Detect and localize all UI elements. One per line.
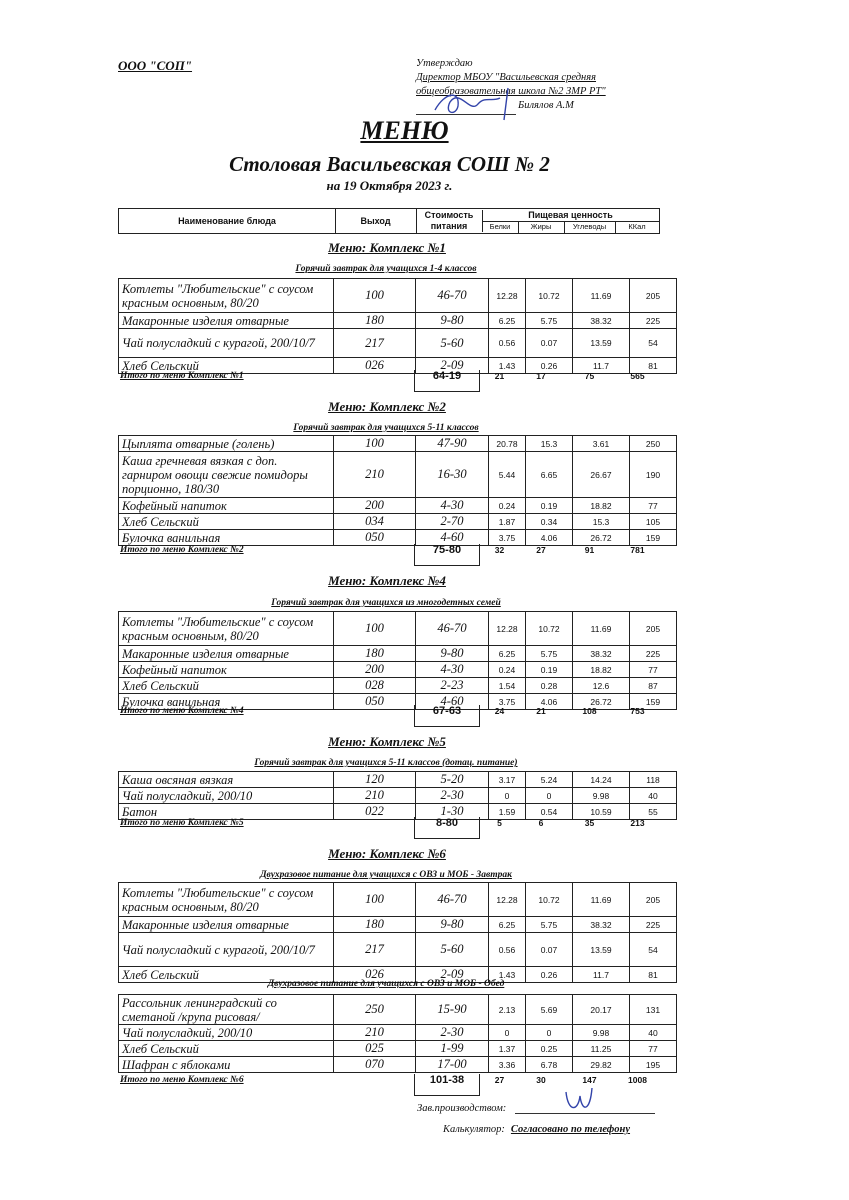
dish-output: 217 <box>334 329 416 358</box>
col-nutrition: Пищевая ценность <box>482 209 659 222</box>
protein-value: 12.28 <box>489 883 526 917</box>
total-protein: 5 <box>497 818 502 828</box>
total-row <box>118 818 660 834</box>
dish-name: Макаронные изделия отварные <box>119 313 334 329</box>
dish-output: 180 <box>334 646 416 662</box>
fat-value: 5.75 <box>526 646 573 662</box>
total-fat: 27 <box>536 545 546 555</box>
dish-name: Кофейный напиток <box>119 498 334 514</box>
menu-date: на 19 Октября 2023 г. <box>326 178 453 193</box>
calculator-label: Калькулятор: <box>443 1124 505 1135</box>
dish-name: Чай полусладкий с курагой, 200/10/7 <box>119 933 334 967</box>
fat-value: 0 <box>526 1025 573 1041</box>
table-row <box>119 530 677 546</box>
section-title <box>0 573 849 589</box>
section-subtitle-text: Горячий завтрак для учащихся 1-4 классов <box>295 264 477 274</box>
dish-price: 1-99 <box>416 1041 489 1057</box>
dish-output: 100 <box>334 883 416 917</box>
carbs-value: 11.25 <box>573 1041 630 1057</box>
carbs-value: 18.82 <box>573 662 630 678</box>
total-carbs: 147 <box>582 1075 597 1085</box>
protein-value: 12.28 <box>489 612 526 646</box>
dish-output: 050 <box>334 530 416 546</box>
fat-value: 5.75 <box>526 313 573 329</box>
dish-name: Батон <box>119 804 334 820</box>
dish-name: Котлеты "Любительские" с соусом красным основным, 80/20 <box>119 883 334 917</box>
dish-output: 200 <box>334 498 416 514</box>
menu-table <box>118 611 677 710</box>
total-carbs: 35 <box>584 818 595 828</box>
total-kcal: 565 <box>630 371 645 381</box>
total-fat: 30 <box>536 1075 546 1085</box>
table-row <box>119 329 677 358</box>
dish-name: Чай полусладкий, 200/10 <box>119 1025 334 1041</box>
calculator-line <box>443 1124 630 1135</box>
kcal-value: 159 <box>630 694 677 710</box>
section-title <box>0 399 849 415</box>
protein-value: 0.24 <box>489 662 526 678</box>
carbs-value: 11.7 <box>573 358 630 374</box>
col-name: Наименование блюда <box>119 209 336 233</box>
carbs-value: 13.59 <box>573 329 630 358</box>
dish-price: 5-60 <box>416 329 489 358</box>
table-row <box>119 452 677 498</box>
total-price: 101-38 <box>414 1074 480 1096</box>
protein-value: 6.25 <box>489 313 526 329</box>
dish-price: 2-23 <box>416 678 489 694</box>
section-subtitle <box>0 423 849 433</box>
section-subtitle-text: Горячий завтрак для учащихся 5-11 классов (дотац. питание) <box>254 758 518 768</box>
fat-value: 0.25 <box>526 1041 573 1057</box>
approval-line: Утверждаю <box>416 58 473 69</box>
carbs-value: 14.24 <box>573 772 630 788</box>
dish-name: Булочка ванильная <box>119 694 334 710</box>
table-row <box>119 279 677 313</box>
total-row <box>118 706 660 722</box>
total-price: 64-19 <box>414 370 480 392</box>
dish-price: 2-09 <box>416 967 489 983</box>
protein-value: 0.24 <box>489 498 526 514</box>
fat-value: 15.3 <box>526 436 573 452</box>
col-price: Стоимость питания <box>416 210 483 232</box>
dish-price: 2-30 <box>416 788 489 804</box>
dish-output: 217 <box>334 933 416 967</box>
fat-value: 5.69 <box>526 995 573 1025</box>
protein-value: 12.28 <box>489 279 526 313</box>
table-row <box>119 313 677 329</box>
dish-price: 9-80 <box>416 313 489 329</box>
total-fat: 21 <box>536 706 546 716</box>
section-title-text: Меню: Комплекс №5 <box>328 734 446 749</box>
section-title-text: Меню: Комплекс №4 <box>328 573 446 588</box>
dish-price: 15-90 <box>416 995 489 1025</box>
fat-value: 10.72 <box>526 883 573 917</box>
carbs-value: 3.61 <box>573 436 630 452</box>
protein-value: 3.17 <box>489 772 526 788</box>
total-protein: 32 <box>494 545 505 555</box>
section-title <box>0 846 849 862</box>
production-label: Зав.производством: <box>417 1103 507 1114</box>
protein-value: 20.78 <box>489 436 526 452</box>
kcal-value: 54 <box>630 329 677 358</box>
section-title-text: Меню: Комплекс №2 <box>328 399 446 414</box>
dish-price: 4-60 <box>416 530 489 546</box>
dish-output: 180 <box>334 917 416 933</box>
kcal-value: 195 <box>630 1057 677 1073</box>
page-title: МЕНЮ <box>360 116 449 145</box>
dish-name: Котлеты "Любительские" с соусом красным основным, 80/20 <box>119 612 334 646</box>
signer-name: Билялов А.М <box>518 100 574 111</box>
total-carbs: 108 <box>582 706 597 716</box>
dish-output: 070 <box>334 1057 416 1073</box>
table-row <box>119 772 677 788</box>
section-title-text: Меню: Комплекс №6 <box>328 846 446 861</box>
table-row <box>119 788 677 804</box>
total-row <box>118 545 660 561</box>
table-row <box>119 662 677 678</box>
carbs-value: 26.72 <box>573 530 630 546</box>
dish-output: 210 <box>334 452 416 498</box>
dish-output: 028 <box>334 678 416 694</box>
fat-value: 0.28 <box>526 678 573 694</box>
table-row <box>119 514 677 530</box>
table-row <box>119 678 677 694</box>
dish-output: 210 <box>334 788 416 804</box>
kcal-value: 118 <box>630 772 677 788</box>
carbs-value: 9.98 <box>573 1025 630 1041</box>
carbs-value: 38.32 <box>573 313 630 329</box>
menu-table <box>118 882 677 983</box>
total-kcal: 213 <box>630 818 645 828</box>
dish-price: 1-30 <box>416 804 489 820</box>
dish-name: Хлеб Сельский <box>119 514 334 530</box>
dish-price: 16-30 <box>416 452 489 498</box>
canteen-name: Столовая Васильевская СОШ № 2 <box>229 152 550 176</box>
dish-price: 4-60 <box>416 694 489 710</box>
col-protein: Белки <box>482 221 519 233</box>
table-row <box>119 498 677 514</box>
carbs-value: 11.69 <box>573 883 630 917</box>
protein-value: 6.25 <box>489 917 526 933</box>
menu-table <box>118 278 677 374</box>
protein-value: 1.87 <box>489 514 526 530</box>
carbs-value: 11.7 <box>573 967 630 983</box>
dish-price: 9-80 <box>416 646 489 662</box>
protein-value: 0 <box>489 788 526 804</box>
dish-price: 2-70 <box>416 514 489 530</box>
table-row <box>119 1057 677 1073</box>
section-subtitle-text: Двухразовое питание для учащихся с ОВЗ и МОБ - Завтрак <box>260 870 512 880</box>
dish-price: 17-00 <box>416 1057 489 1073</box>
total-label: Итого по меню Комплекс №4 <box>120 706 244 716</box>
dish-name: Котлеты "Любительские" с соусом красным основным, 80/20 <box>119 279 334 313</box>
dish-name: Хлеб Сельский <box>119 1041 334 1057</box>
section-subtitle <box>0 870 849 880</box>
total-label: Итого по меню Комплекс №5 <box>120 818 244 828</box>
fat-value: 5.75 <box>526 917 573 933</box>
kcal-value: 190 <box>630 452 677 498</box>
carbs-value: 11.69 <box>573 612 630 646</box>
table-row <box>119 1041 677 1057</box>
kcal-value: 205 <box>630 612 677 646</box>
production-signature <box>560 1082 600 1118</box>
total-fat: 6 <box>538 818 544 828</box>
dish-price: 46-70 <box>416 883 489 917</box>
total-price: 75-80 <box>414 544 480 566</box>
protein-value: 3.36 <box>489 1057 526 1073</box>
section-subtitle <box>0 758 849 768</box>
dish-output: 022 <box>334 804 416 820</box>
kcal-value: 81 <box>630 358 677 374</box>
col-kcal: ККал <box>628 222 646 231</box>
dish-name: Хлеб Сельский <box>119 678 334 694</box>
total-label: Итого по меню Комплекс №6 <box>120 1075 244 1085</box>
dish-price: 4-30 <box>416 662 489 678</box>
protein-value: 3.75 <box>489 530 526 546</box>
dish-price: 9-80 <box>416 917 489 933</box>
carbs-value: 9.98 <box>573 788 630 804</box>
kcal-value: 81 <box>630 967 677 983</box>
carbs-value: 26.72 <box>573 694 630 710</box>
fat-value: 0.26 <box>526 358 573 374</box>
kcal-value: 77 <box>630 662 677 678</box>
section-subtitle <box>0 979 849 989</box>
kcal-value: 105 <box>630 514 677 530</box>
total-fat: 17 <box>536 371 546 381</box>
dish-name: Чай полусладкий с курагой, 200/10/7 <box>119 329 334 358</box>
dish-name: Кофейный напиток <box>119 662 334 678</box>
carbs-value: 11.69 <box>573 279 630 313</box>
dish-price: 46-70 <box>416 612 489 646</box>
dish-price: 5-60 <box>416 933 489 967</box>
protein-value: 2.13 <box>489 995 526 1025</box>
kcal-value: 87 <box>630 678 677 694</box>
kcal-value: 131 <box>630 995 677 1025</box>
dish-name: Чай полусладкий, 200/10 <box>119 788 334 804</box>
protein-value: 1.59 <box>489 804 526 820</box>
total-kcal: 753 <box>630 706 645 716</box>
section-title <box>0 240 849 256</box>
kcal-value: 205 <box>630 883 677 917</box>
kcal-value: 250 <box>630 436 677 452</box>
col-fat: Жиры <box>518 221 565 233</box>
total-label: Итого по меню Комплекс №1 <box>120 371 244 381</box>
dish-output: 100 <box>334 279 416 313</box>
section-subtitle <box>0 264 849 274</box>
kcal-value: 54 <box>630 933 677 967</box>
menu-table <box>118 771 677 820</box>
fat-value: 4.06 <box>526 694 573 710</box>
dish-name: Каша гречневая вязкая с доп. гарниром овощи свежие помидоры порционно, 180/30 <box>119 452 334 498</box>
protein-value: 0.56 <box>489 329 526 358</box>
fat-value: 0 <box>526 788 573 804</box>
fat-value: 0.54 <box>526 804 573 820</box>
carbs-value: 29.82 <box>573 1057 630 1073</box>
dish-name: Цыплята отварные (голень) <box>119 436 334 452</box>
protein-value: 5.44 <box>489 452 526 498</box>
total-carbs: 75 <box>584 371 595 381</box>
dish-price: 2-30 <box>416 1025 489 1041</box>
organization-name: ООО "СОП" <box>118 58 193 73</box>
dish-output: 200 <box>334 662 416 678</box>
dish-name: Хлеб Сельский <box>119 967 334 983</box>
table-header <box>118 208 660 234</box>
fat-value: 6.65 <box>526 452 573 498</box>
dish-price: 5-20 <box>416 772 489 788</box>
table-row <box>119 612 677 646</box>
total-protein: 21 <box>494 371 505 381</box>
table-row <box>119 933 677 967</box>
carbs-value: 38.32 <box>573 917 630 933</box>
total-protein: 24 <box>494 706 505 716</box>
dish-name: Каша овсяная вязкая <box>119 772 334 788</box>
table-row <box>119 883 677 917</box>
fat-value: 0.19 <box>526 662 573 678</box>
carbs-value: 15.3 <box>573 514 630 530</box>
col-carbs: Углеводы <box>564 221 616 233</box>
protein-value: 0.56 <box>489 933 526 967</box>
kcal-value: 40 <box>630 788 677 804</box>
protein-value: 1.54 <box>489 678 526 694</box>
total-row <box>118 371 660 387</box>
dish-name: Макаронные изделия отварные <box>119 646 334 662</box>
section-subtitle-text: Горячий завтрак для учащихся из многодетных семей <box>271 598 501 608</box>
table-row <box>119 917 677 933</box>
approval-line: общеобразовательная школа №2 ЗМР РТ" <box>416 86 606 97</box>
carbs-value: 20.17 <box>573 995 630 1025</box>
dish-output: 250 <box>334 995 416 1025</box>
section-subtitle-text: Двухразовое питание для учащихся с ОВЗ и МОБ - Обед <box>267 979 505 989</box>
fat-value: 0.07 <box>526 933 573 967</box>
protein-value: 1.43 <box>489 967 526 983</box>
total-price: 67-63 <box>414 705 480 727</box>
dish-price: 47-90 <box>416 436 489 452</box>
dish-name: Макаронные изделия отварные <box>119 917 334 933</box>
total-kcal: 781 <box>630 545 645 555</box>
section-subtitle <box>0 598 849 608</box>
section-subtitle-text: Горячий завтрак для учащихся 5-11 классов <box>293 423 479 433</box>
kcal-value: 205 <box>630 279 677 313</box>
dish-output: 025 <box>334 1041 416 1057</box>
table-row <box>119 1025 677 1041</box>
protein-value: 1.37 <box>489 1041 526 1057</box>
carbs-value: 38.32 <box>573 646 630 662</box>
dish-price: 2-09 <box>416 358 489 374</box>
dish-name: Хлеб Сельский <box>119 358 334 374</box>
dish-output: 026 <box>334 358 416 374</box>
dish-name: Булочка ванильная <box>119 530 334 546</box>
dish-name: Шафран с яблоками <box>119 1057 334 1073</box>
kcal-value: 159 <box>630 530 677 546</box>
kcal-value: 40 <box>630 1025 677 1041</box>
kcal-value: 225 <box>630 917 677 933</box>
dish-output: 120 <box>334 772 416 788</box>
kcal-value: 77 <box>630 1041 677 1057</box>
protein-value: 1.43 <box>489 358 526 374</box>
total-carbs: 91 <box>584 545 595 555</box>
kcal-value: 55 <box>630 804 677 820</box>
dish-price: 4-30 <box>416 498 489 514</box>
dish-name: Рассольник ленинградский со сметаной /крупа рисовая/ <box>119 995 334 1025</box>
carbs-value: 10.59 <box>573 804 630 820</box>
fat-value: 5.24 <box>526 772 573 788</box>
dish-output: 100 <box>334 436 416 452</box>
fat-value: 0.19 <box>526 498 573 514</box>
fat-value: 10.72 <box>526 279 573 313</box>
fat-value: 4.06 <box>526 530 573 546</box>
fat-value: 6.78 <box>526 1057 573 1073</box>
total-protein: 27 <box>494 1075 505 1085</box>
carbs-value: 13.59 <box>573 933 630 967</box>
fat-value: 0.07 <box>526 329 573 358</box>
protein-value: 6.25 <box>489 646 526 662</box>
carbs-value: 12.6 <box>573 678 630 694</box>
section-title <box>0 734 849 750</box>
dish-output: 026 <box>334 967 416 983</box>
kcal-value: 225 <box>630 646 677 662</box>
approval-line: Директор МБОУ "Васильевская средняя <box>416 72 597 83</box>
table-row <box>119 436 677 452</box>
dish-output: 100 <box>334 612 416 646</box>
carbs-value: 26.67 <box>573 452 630 498</box>
carbs-value: 18.82 <box>573 498 630 514</box>
table-row <box>119 646 677 662</box>
col-output: Выход <box>335 209 417 233</box>
dish-price: 46-70 <box>416 279 489 313</box>
kcal-value: 77 <box>630 498 677 514</box>
dish-output: 210 <box>334 1025 416 1041</box>
total-label: Итого по меню Комплекс №2 <box>120 545 244 555</box>
dish-output: 050 <box>334 694 416 710</box>
dish-output: 034 <box>334 514 416 530</box>
fat-value: 0.34 <box>526 514 573 530</box>
total-price: 8-80 <box>414 817 480 839</box>
fat-value: 0.26 <box>526 967 573 983</box>
total-kcal: 1008 <box>628 1075 647 1085</box>
protein-value: 0 <box>489 1025 526 1041</box>
dish-output: 180 <box>334 313 416 329</box>
kcal-value: 225 <box>630 313 677 329</box>
menu-table <box>118 435 677 546</box>
calculator-value: Согласовано по телефону <box>510 1124 631 1135</box>
fat-value: 10.72 <box>526 612 573 646</box>
table-row <box>119 995 677 1025</box>
menu-table <box>118 994 677 1073</box>
section-title-text: Меню: Комплекс №1 <box>328 240 446 255</box>
protein-value: 3.75 <box>489 694 526 710</box>
